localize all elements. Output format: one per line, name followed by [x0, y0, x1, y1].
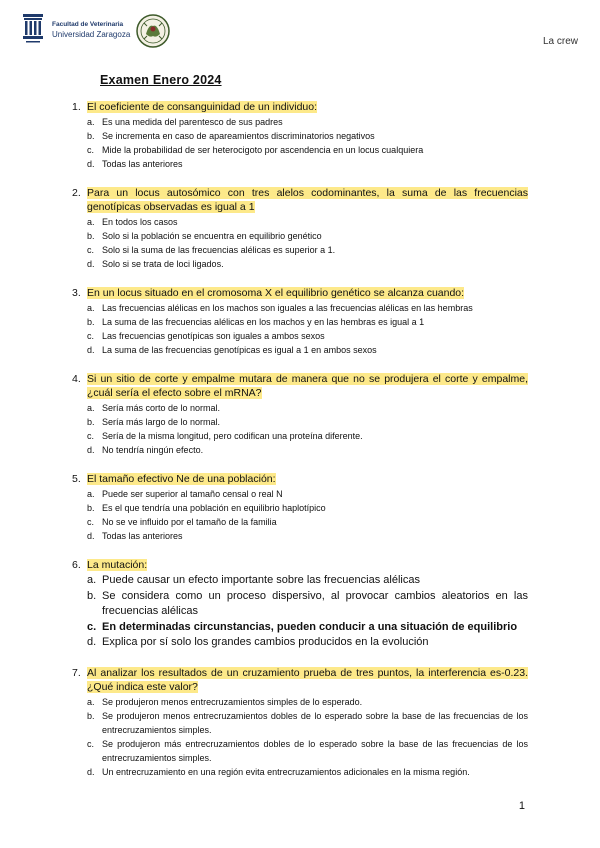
option-a	[72, 487, 528, 501]
option-letter: a.	[87, 489, 95, 499]
option-text: Explica por sí solo los grandes cambios producidos en la evolución	[102, 636, 429, 648]
option-text: Mide la probabilidad de ser heterocigoto por ascendencia en un locus cualquiera	[102, 145, 424, 155]
question-text: El coeficiente de consanguinidad de un individuo:	[87, 101, 318, 113]
option-b	[72, 589, 528, 620]
option-d	[72, 343, 528, 357]
question-number: 3.	[72, 287, 81, 299]
question-number: 7.	[72, 666, 81, 679]
option-letter: c.	[87, 517, 95, 527]
option-text: No se ve influido por el tamaño de la familia	[102, 517, 277, 527]
question-2	[72, 186, 528, 271]
option-text: Se produjeron más entrecruzamientos dobles de lo esperado sobre la base de las frecuencias de los entrecruzamientos simples.	[102, 738, 528, 763]
university-logo-group	[22, 14, 130, 46]
option-b	[72, 415, 528, 429]
option-letter: d.	[87, 445, 95, 455]
option-c	[72, 515, 528, 529]
option-list	[72, 573, 528, 651]
faculty-seal-icon	[136, 14, 170, 48]
option-letter: a.	[87, 574, 97, 586]
option-text: Solo si la suma de las frecuencias alélicas es superior a 1.	[102, 245, 336, 255]
option-letter: b.	[87, 231, 95, 241]
option-text: Solo si se trata de loci ligados.	[102, 259, 224, 269]
logo-text	[52, 20, 130, 40]
question-stem	[72, 186, 528, 214]
option-letter: a.	[87, 403, 95, 413]
option-text: Solo si la población se encuentra en equilibrio genético	[102, 231, 322, 241]
option-a	[72, 215, 528, 229]
question-list	[72, 100, 528, 794]
option-list	[72, 301, 528, 357]
question-4	[72, 372, 528, 457]
option-letter: d.	[87, 766, 95, 777]
option-d	[72, 157, 528, 171]
option-d	[72, 635, 528, 651]
option-letter: a.	[87, 217, 95, 227]
option-text: Sería más corto de lo normal.	[102, 403, 221, 413]
option-text: Un entrecruzamiento en una región evita entrecruzamientos adicionales en la misma región.	[102, 766, 470, 777]
option-letter: b.	[87, 317, 95, 327]
option-letter: b.	[87, 417, 95, 427]
option-c	[72, 243, 528, 257]
option-list	[72, 487, 528, 543]
option-letter: a.	[87, 303, 95, 313]
option-text: Es una medida del parentesco de sus padres	[102, 117, 283, 127]
option-a	[72, 695, 528, 709]
option-text: No tendría ningún efecto.	[102, 445, 204, 455]
option-a	[72, 301, 528, 315]
option-text: En todos los casos	[102, 217, 178, 227]
option-text: La suma de las frecuencias alélicas en los machos y en las hembras es igual a 1	[102, 317, 425, 327]
option-text: Se produjeron menos entrecruzamientos dobles de lo esperado sobre la base de las frecuencias de los entrecruzamientos simples.	[102, 710, 528, 735]
question-number: 1.	[72, 101, 81, 113]
option-b	[72, 229, 528, 243]
option-list	[72, 215, 528, 271]
option-text: Puede ser superior al tamaño censal o real N	[102, 489, 283, 499]
option-text: Se produjeron menos entrecruzamientos simples de lo esperado.	[102, 696, 363, 707]
question-stem	[72, 372, 528, 400]
option-a	[72, 401, 528, 415]
option-b	[72, 315, 528, 329]
question-text: Al analizar los resultados de un cruzamiento prueba de tres puntos, la interferencia es-0.23. ¿Qué indica este valor?	[87, 666, 528, 693]
option-text: La suma de las frecuencias genotípicas es igual a 1 en ambos sexos	[102, 345, 377, 355]
option-letter: d.	[87, 345, 95, 355]
question-stem	[72, 286, 528, 300]
option-letter: d.	[87, 531, 95, 541]
option-d	[72, 529, 528, 543]
question-text: La mutación:	[87, 559, 148, 571]
option-letter: a.	[87, 117, 95, 127]
option-text: Sería más largo de lo normal.	[102, 417, 221, 427]
option-letter: c.	[87, 331, 95, 341]
option-b	[72, 129, 528, 143]
option-b	[72, 709, 528, 737]
option-letter: b.	[87, 710, 95, 721]
option-b	[72, 501, 528, 515]
option-c	[72, 143, 528, 157]
question-text: Para un locus autosómico con tres alelos codominantes, la suma de las frecuencias genotípicas observadas es igual a 1	[87, 187, 528, 213]
option-a	[72, 115, 528, 129]
option-text: Las frecuencias alélicas en los machos son iguales a las frecuencias alélicas en las hembras	[102, 303, 473, 313]
option-text: Todas las anteriores	[102, 159, 183, 169]
university-logo-icon	[22, 14, 44, 46]
option-letter: c.	[87, 245, 95, 255]
option-a	[72, 573, 528, 589]
question-5	[72, 472, 528, 543]
option-text: Se considera como un proceso dispersivo, al provocar cambios aleatorios en las frecuencias alélicas	[102, 589, 528, 617]
question-text: El tamaño efectivo Ne de una población:	[87, 473, 276, 485]
option-text: Las frecuencias genotípicas son iguales a ambos sexos	[102, 331, 325, 341]
question-stem	[72, 666, 528, 694]
option-c	[72, 620, 528, 636]
question-number: 2.	[72, 187, 81, 199]
option-letter: a.	[87, 696, 95, 707]
option-d	[72, 765, 528, 779]
option-letter: c.	[87, 738, 95, 749]
option-letter: c.	[87, 620, 97, 633]
question-text: En un locus situado en el cromosoma X el equilibrio genético se alcanza cuando:	[87, 287, 465, 299]
option-letter: d.	[87, 636, 97, 648]
question-3	[72, 286, 528, 357]
option-letter: d.	[87, 159, 95, 169]
question-6	[72, 558, 528, 651]
question-number: 5.	[72, 473, 81, 485]
option-text: Puede causar un efecto importante sobre las frecuencias alélicas	[102, 574, 420, 586]
option-letter: c.	[87, 145, 95, 155]
option-letter: b.	[87, 131, 95, 141]
option-list	[72, 115, 528, 171]
page-number: 1	[518, 800, 525, 812]
question-stem	[72, 558, 528, 572]
option-letter: b.	[87, 589, 97, 602]
option-letter: b.	[87, 503, 95, 513]
option-text: Se incrementa en caso de apareamientos discriminatorios negativos	[102, 131, 375, 141]
question-number: 6.	[72, 559, 81, 571]
exam-title: Examen Enero 2024	[100, 73, 222, 87]
option-letter: c.	[87, 431, 95, 441]
question-text: Si un sitio de corte y empalme mutara de manera que no se produjera el corte y empalme, ¿cuál sería el efecto sobre el mRNA?	[87, 373, 528, 399]
option-list	[72, 695, 528, 779]
option-text: Sería de la misma longitud, pero codifican una proteína diferente.	[102, 431, 363, 441]
option-list	[72, 401, 528, 457]
page-header	[22, 14, 578, 54]
question-number: 4.	[72, 373, 81, 385]
faculty-name: Facultad de Veterinaria	[52, 21, 124, 28]
option-d	[72, 443, 528, 457]
option-text: Todas las anteriores	[102, 531, 183, 541]
question-stem	[72, 472, 528, 486]
option-text: Es el que tendría una población en equilibrio haplotípico	[102, 503, 326, 513]
option-c	[72, 329, 528, 343]
header-author-label: La crew	[542, 36, 578, 47]
option-c	[72, 737, 528, 765]
option-c	[72, 429, 528, 443]
option-letter: d.	[87, 259, 95, 269]
option-text: En determinadas circunstancias, pueden conducir a una situación de equilibrio	[102, 620, 518, 633]
question-1	[72, 100, 528, 171]
option-d	[72, 257, 528, 271]
university-name: Universidad Zaragoza	[52, 30, 131, 39]
question-stem	[72, 100, 528, 114]
question-7	[72, 666, 528, 779]
